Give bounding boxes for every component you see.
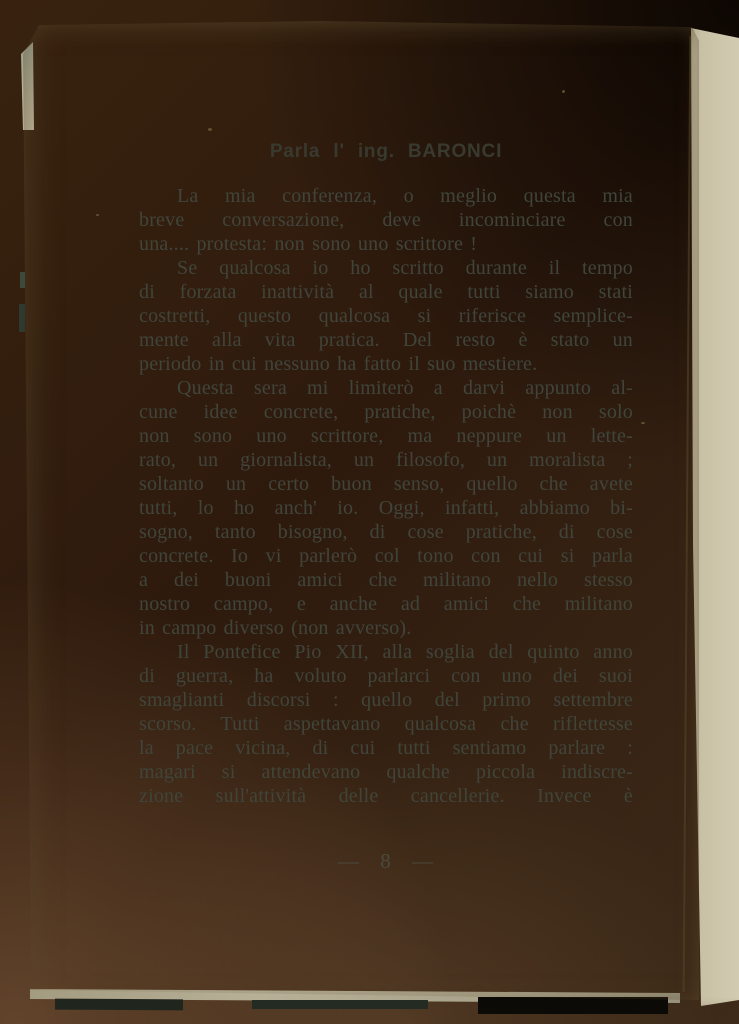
- body-text: [139, 184, 633, 808]
- text-line: a dei buoni amici che militano nello stesso: [139, 569, 633, 591]
- text-line: scorso. Tutti aspettavano qualcosa che riflettesse: [139, 713, 633, 735]
- paper-speck: [96, 214, 99, 216]
- text-line: breve conversazione, deve incominciare con: [139, 209, 633, 231]
- text-line: mente alla vita pratica. Del resto è stato un: [139, 329, 633, 351]
- page-number: — 8 —: [338, 849, 434, 873]
- text-line: in campo diverso (non avverso).: [139, 617, 412, 639]
- page-edge-gap: [252, 1000, 428, 1009]
- text-line: periodo in cui nessuno ha fatto il suo mestiere.: [139, 353, 538, 375]
- text-line: di guerra, ha voluto parlarci con uno dei suoi: [139, 665, 633, 687]
- paper-speck: [562, 90, 565, 93]
- paragraph: [139, 256, 633, 376]
- text-line: nostro campo, e anche ad amici che militano: [139, 593, 633, 615]
- page-title: Parla l' ing. BARONCI: [269, 141, 503, 162]
- paper-speck: [641, 422, 645, 424]
- text-line: Questa sera mi limiterò a darvi appunto al-: [177, 377, 633, 399]
- text-line: cune idee concrete, pratiche, poichè non solo: [139, 401, 633, 423]
- text-line: Il Pontefice Pio XII, alla soglia del quinto anno: [177, 641, 633, 663]
- paragraph: [139, 376, 633, 640]
- paragraph: [139, 184, 633, 256]
- page-edge-gap: [55, 999, 183, 1011]
- text-line: di forzata inattività al quale tutti siamo stati: [139, 281, 633, 303]
- text-line: una.... protesta: non sono uno scrittore !: [139, 233, 478, 255]
- text-line: smaglianti discorsi : quello del primo settembre: [139, 689, 633, 711]
- text-line: sogno, tanto bisogno, di cose pratiche, di cose: [139, 521, 633, 543]
- text-line: concrete. Io vi parlerò col tono con cui si parla: [139, 545, 633, 567]
- text-line: zione sull'attività delle cancellerie. Invece è: [139, 785, 633, 807]
- text-line: soltanto un certo buon senso, quello che avete: [139, 473, 633, 495]
- page-edge-gap: [478, 997, 668, 1014]
- paragraph: [139, 640, 633, 808]
- text-line: costretti, questo qualcosa si riferisce semplice-: [139, 305, 633, 327]
- text-line: tutti, lo ho anch' io. Oggi, infatti, abbiamo bi-: [139, 497, 633, 519]
- text-line: rato, un giornalista, un filosofo, un moralista ;: [139, 449, 633, 471]
- text-line: La mia conferenza, o meglio questa mia: [177, 185, 633, 207]
- edge-mark: [20, 272, 25, 288]
- edge-mark: [19, 304, 25, 332]
- paper-speck: [208, 128, 212, 131]
- text-line: magari si attendevano qualche piccola indiscre-: [139, 761, 633, 783]
- text-line: la pace vicina, di cui tutti sentiamo parlare :: [139, 737, 633, 759]
- text-line: non sono uno scrittore, ma neppure un lette-: [139, 425, 633, 447]
- text-line: Se qualcosa io ho scritto durante il tempo: [177, 257, 633, 279]
